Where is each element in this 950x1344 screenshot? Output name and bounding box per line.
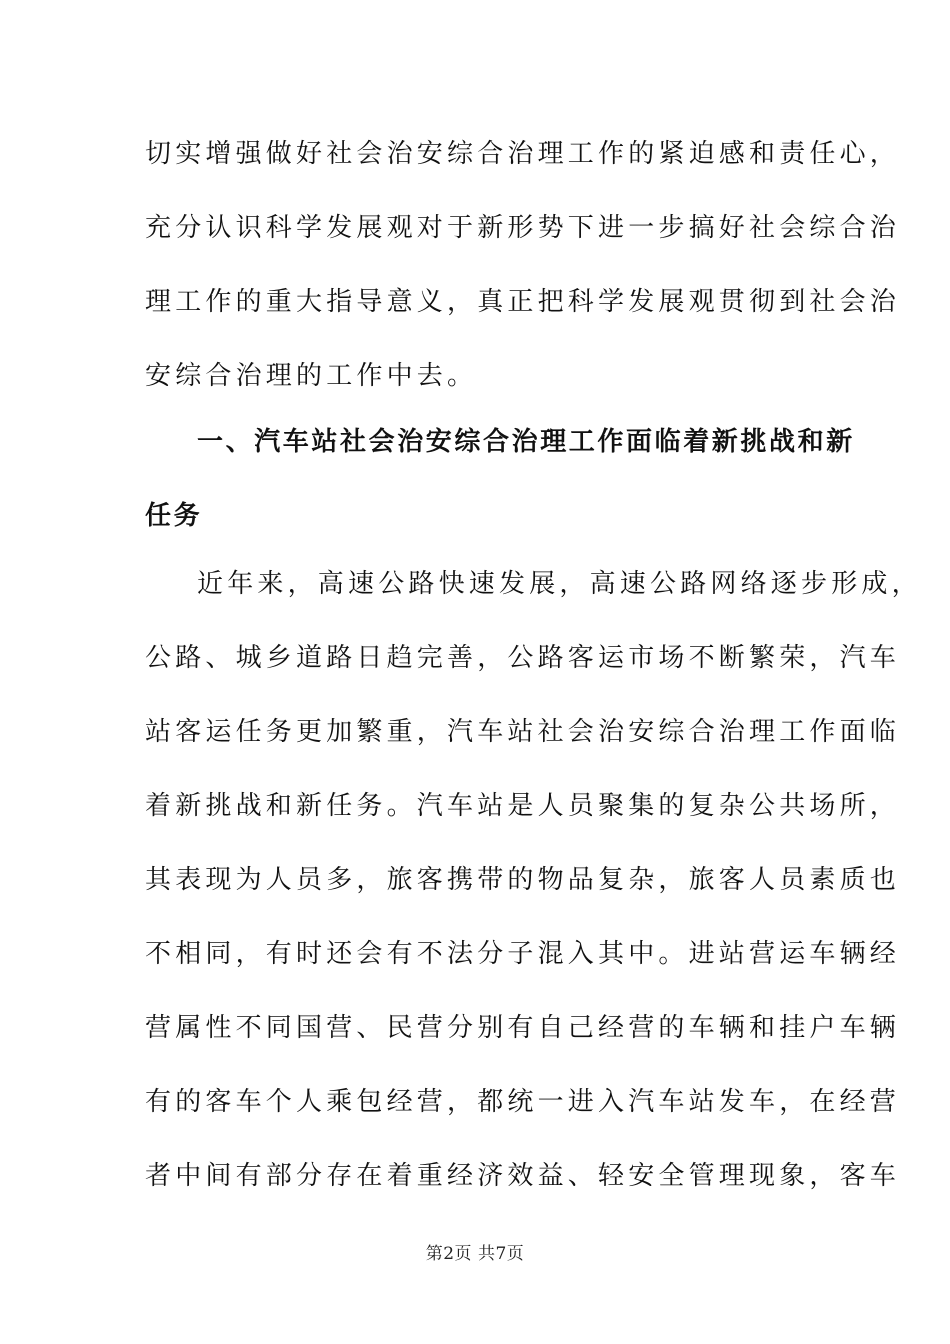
paragraph-line: 者中间有部分存在着重经济效益、轻安全管理现象，客车 (145, 1161, 901, 1191)
paragraph-line: 其表现为人员多，旅客携带的物品复杂，旅客人员素质也 (145, 865, 901, 895)
paragraph-line: 公路、城乡道路日趋完善，公路客运市场不断繁荣，汽车 (145, 643, 901, 673)
paragraph-line: 理工作的重大指导意义，真正把科学发展观贯彻到社会治 (145, 287, 901, 317)
section-heading-continued: 任务 (145, 501, 203, 531)
paragraph-line: 有的客车个人乘包经营，都统一进入汽车站发车，在经营 (145, 1087, 901, 1117)
section-heading: 一、汽车站社会治安综合治理工作面临着新挑战和新 (197, 427, 855, 457)
paragraph-line: 营属性不同国营、民营分别有自己经营的车辆和挂户车辆 (145, 1013, 901, 1043)
paragraph-line: 近年来，高速公路快速发展，高速公路网络逐步形成， (197, 569, 922, 599)
paragraph-line: 着新挑战和新任务。汽车站是人员聚集的复杂公共场所， (145, 791, 901, 821)
paragraph-line: 切实增强做好社会治安综合治理工作的紧迫感和责任心， (145, 139, 901, 169)
paragraph-line: 站客运任务更加繁重，汽车站社会治安综合治理工作面临 (145, 717, 901, 747)
page-number-footer: 第2页 共7页 (425, 1244, 525, 1264)
paragraph-line: 充分认识科学发展观对于新形势下进一步搞好社会综合治 (145, 213, 901, 243)
paragraph-line: 安综合治理的工作中去。 (145, 361, 478, 391)
paragraph-line: 不相同，有时还会有不法分子混入其中。进站营运车辆经 (145, 939, 901, 969)
